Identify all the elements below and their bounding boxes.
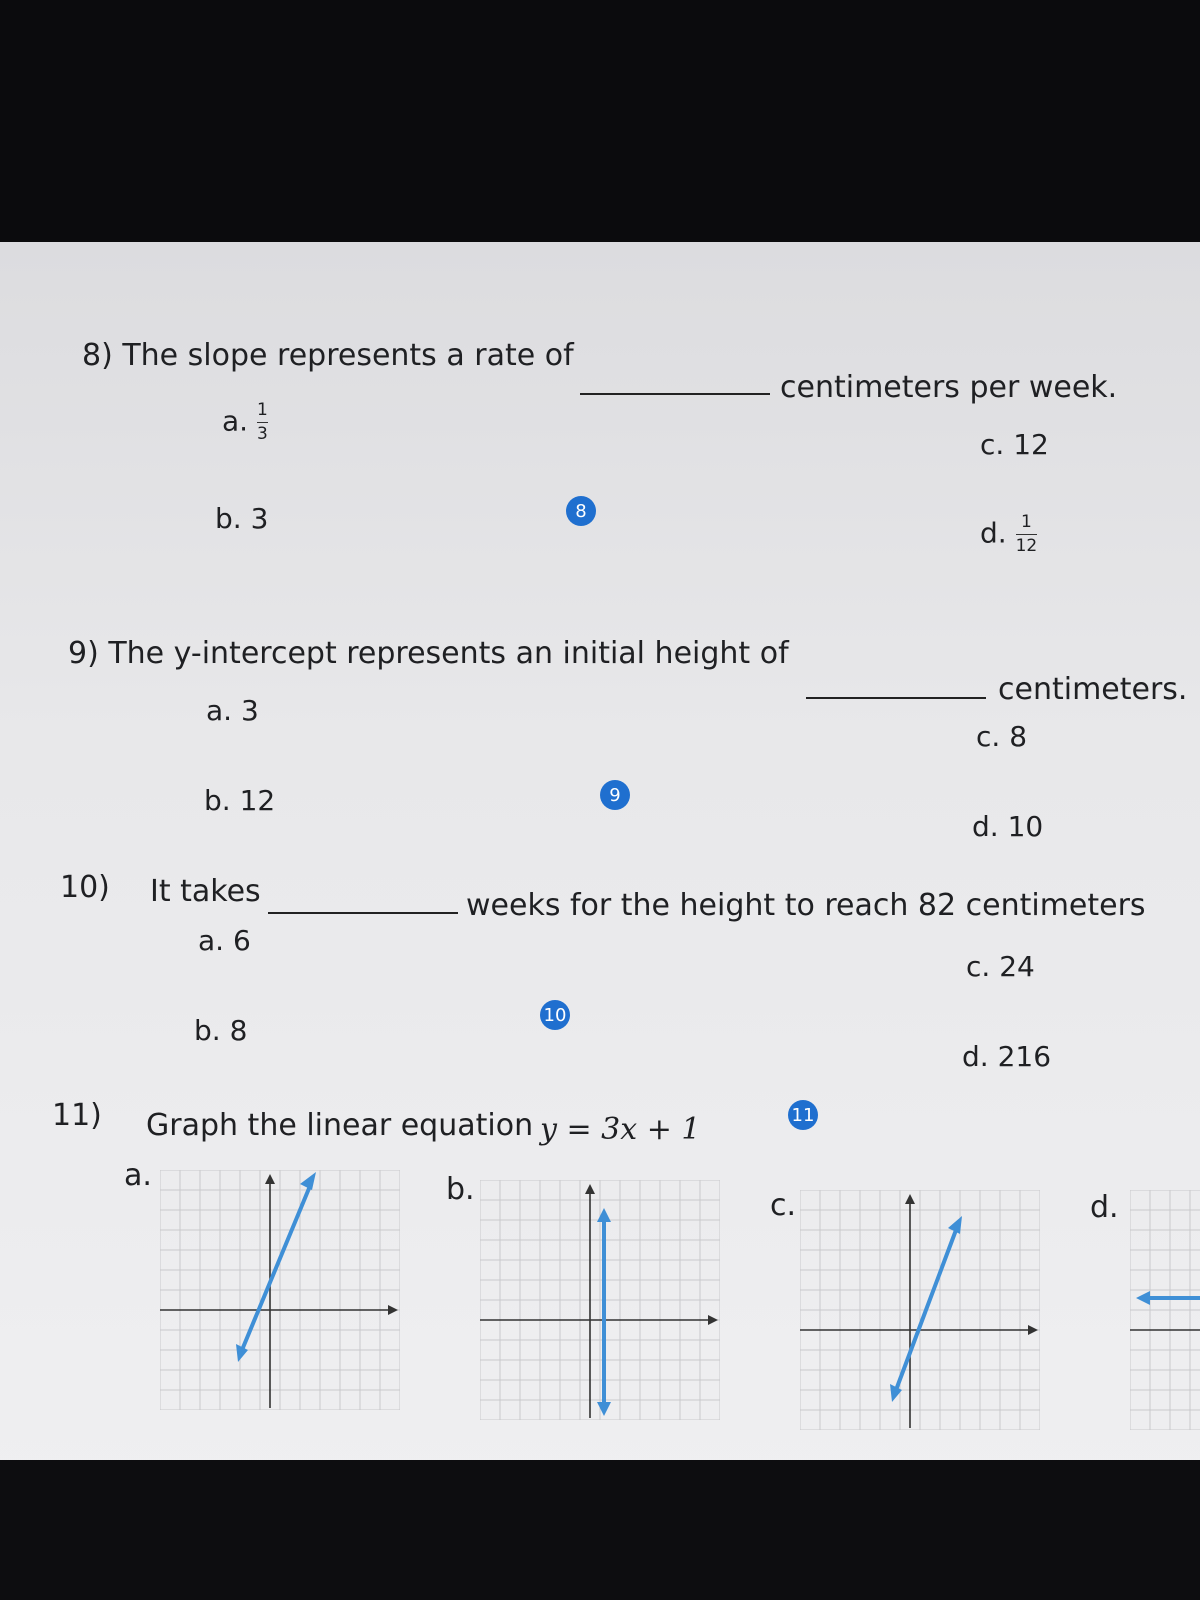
- q11-option-c-label: c.: [770, 1188, 797, 1223]
- q8-option-a-fraction: [257, 402, 268, 443]
- q8-answer-blank: [580, 393, 770, 395]
- q11-graph-c: [800, 1190, 1040, 1430]
- q9-option-d: d. 10: [972, 810, 1044, 843]
- q10-number-badge: 10: [540, 1000, 570, 1030]
- q8-option-b: b. 3: [215, 502, 269, 535]
- q8-option-d-numerator: 1: [1021, 512, 1032, 532]
- q8-option-d-denominator: 12: [1015, 536, 1038, 556]
- screen-bezel: [0, 1460, 1200, 1600]
- q10-suffix: weeks for the height to reach 82 centimeters: [466, 888, 1146, 923]
- q8-number-badge: 8: [566, 496, 596, 526]
- q10-prompt: It takes: [150, 874, 261, 909]
- q8-option-a-letter: a.: [222, 404, 249, 438]
- q9-number-badge: 9: [600, 780, 630, 810]
- q9-option-c: c. 8: [976, 720, 1028, 753]
- q8-option-d-fraction: [1016, 514, 1038, 555]
- q10-option-b: b. 8: [194, 1014, 248, 1047]
- q8-option-a-numerator: 1: [256, 400, 268, 420]
- q8-suffix: centimeters per week.: [780, 370, 1118, 405]
- q9-option-b: b. 12: [204, 784, 276, 817]
- q11-graph-b: [480, 1180, 720, 1420]
- q9-prompt: 9) The y-intercept represents an initial height of: [68, 636, 789, 671]
- q9-answer-blank: [806, 697, 986, 699]
- q11-option-a-label: a.: [124, 1158, 152, 1193]
- q9-suffix: centimeters.: [998, 672, 1188, 707]
- q8-option-d: [980, 514, 1037, 555]
- q11-equation: y = 3x + 1: [540, 1112, 701, 1147]
- q11-graph-d: [1130, 1190, 1200, 1430]
- q10-option-c: c. 24: [966, 950, 1035, 983]
- q10-number: 10): [60, 870, 110, 905]
- q11-prompt: Graph the linear equation: [146, 1108, 534, 1143]
- q11-number-badge: 11: [788, 1100, 818, 1130]
- q8-prompt: 8) The slope represents a rate of: [82, 338, 574, 373]
- q10-option-d: d. 216: [962, 1040, 1052, 1073]
- q11-graph-a: [160, 1170, 400, 1410]
- q8-option-d-letter: d.: [980, 516, 1007, 550]
- q11-option-d-label: d.: [1090, 1190, 1119, 1225]
- q10-option-a: a. 6: [198, 924, 251, 957]
- q11-option-b-label: b.: [446, 1172, 475, 1207]
- q9-option-a: a. 3: [206, 694, 259, 727]
- q8-option-c: c. 12: [980, 428, 1049, 461]
- q10-answer-blank: [268, 912, 458, 914]
- q11-number: 11): [52, 1098, 102, 1133]
- q8-option-a-denominator: 3: [256, 424, 268, 444]
- q8-option-a: [222, 402, 268, 443]
